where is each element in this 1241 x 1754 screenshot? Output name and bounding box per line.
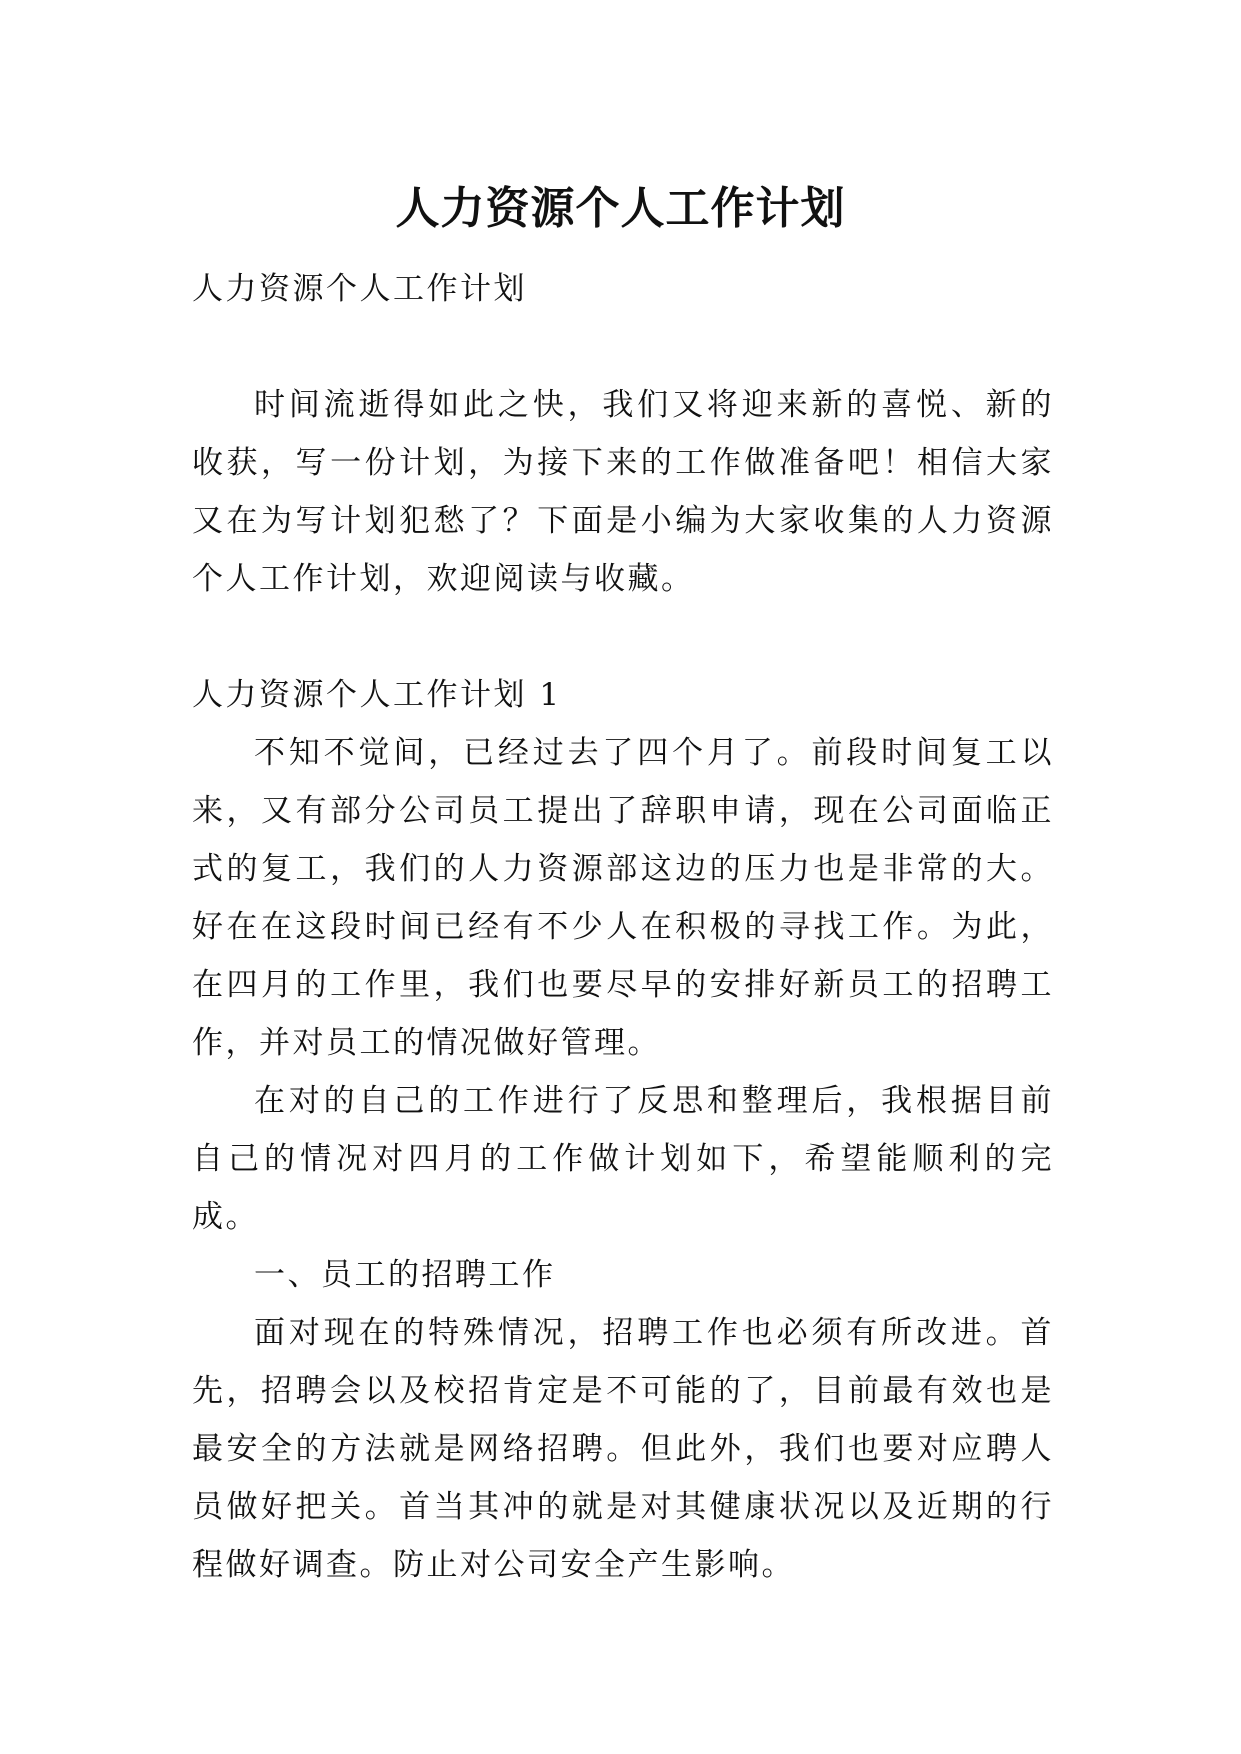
body-paragraph: 不知不觉间，已经过去了四个月了。前段时间复工以来，又有部分公司员工提出了辞职申请，现在公司面临正式的复工，我们的人力资源部这边的压力也是非常的大。好在在这段时间已经有不少人在积极的寻找工作。为此，在四月的工作里，我们也要尽早的安排好新员工的招聘工作，并对员工的情况做好管理。 (192, 735, 1054, 1061)
body-paragraph: 在对的自己的工作进行了反思和整理后，我根据目前自己的情况对四月的工作做计划如下，希望能顺利的完成。 (192, 1083, 1054, 1235)
document-body (192, 260, 1054, 1594)
document-subtitle: 人力资源个人工作计划 (192, 271, 527, 307)
body-paragraph: 面对现在的特殊情况，招聘工作也必须有所改进。首先，招聘会以及校招肯定是不可能的了，目前最有效也是最安全的方法就是网络招聘。但此外，我们也要对应聘人员做好把关。首当其冲的就是对其健康状况以及近期的行程做好调查。防止对公司安全产生影响。 (192, 1315, 1054, 1583)
document-title: 人力资源个人工作计划 (395, 183, 846, 235)
section-heading: 人力资源个人工作计划 1 (192, 677, 562, 713)
intro-paragraph: 时间流逝得如此之快，我们又将迎来新的喜悦、新的收获，写一份计划，为接下来的工作做准备吧！相信大家又在为写计划犯愁了？下面是小编为大家收集的人力资源个人工作计划，欢迎阅读与收藏。 (192, 387, 1054, 597)
subsection-heading: 一、员工的招聘工作 (254, 1257, 556, 1293)
